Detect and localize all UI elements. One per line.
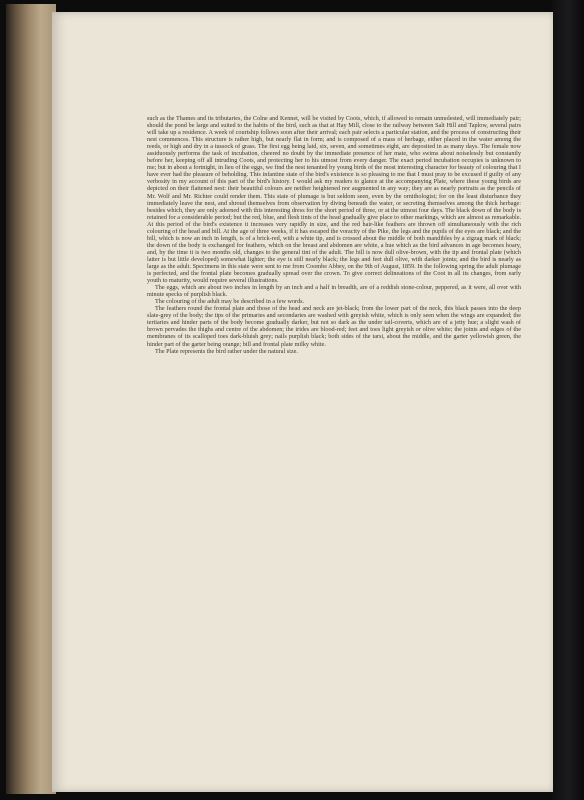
paragraph-adult-colouring: The feathers round the frontal plate and those of the head and neck are jet-black; from the lower part of the neck, this black passes into the deep slate-grey of the body; the tips of the primaries and secondaries are washed with greyish white, which is only seen when the wings are expanded; the tertiaries and hinder parts of the body become gradually darker, but not so dark as the under tail-coverts, which are of a jetty hue; a slight wash of brown pervades the thighs and centre of the abdomen; the irides are blood-red; feet and toes light greyish or olive white; the joints and edges of the membranes of its scalloped toes dark-bluish grey; nails purplish black; both sides of the tarsi, about the middle, and the garter yellowish green, the hinder part of the garter being orange; bill and frontal plate milky white. bbox=[147, 305, 521, 348]
paragraph-plate-note: The Plate represents the bird rather under the natural size. bbox=[155, 347, 298, 355]
book-page bbox=[52, 12, 553, 792]
paragraph-coot-breeding: such as the Thames and its tributaries, the Colne and Kennet, will be visited by Coots, which, if allowed to remain unmolested, will immediately pair; should the pond be large and suited to the habits of the bird, such as that at Hay Mill, close to the railway between Salt Hill and Taplow, several pairs will take up a residence. A week of courtship follows soon after their arrival; each pair selects a particular station, and the process of constructing their nest commences. This structure is rather high, but nearly flat in form; and is composed of a mass of herbage, either placed in the water among the reeds, or high and dry in a tussock of grass. The first egg being laid, six, seven, and sometimes eight, are deposited in as many days. The female now assiduously performs the task of incubation, cheered no doubt by the immediate presence of her mate, who swims about noiselessly but constantly before her, keeping off all intruding Coots, and protecting her to his utmost from every danger. The exact period incubation occupies is unknown to me; but in about a fortnight, in lieu of the eggs, we find the nest tenanted by young birds of the most interesting character for beauty of colouring that I have ever had the pleasure of beholding. This infantine state of the bird's existence is so pleasing to me that I must pray to be excused if guilty of any verbosity in my account of this part of the bird's history. I would ask my readers to glance at the accompanying Plate, where these young birds are depicted on their flattened nest: their beautiful colours are neither heightened nor augmented in any way; they are as nearly portraits as the pencils of Mr. Wolf and Mr. Richter could render them. This state of plumage is but seldom seen, even by the ornithologist; for on the least disturbance they immediately leave the nest, and shroud themselves from observation by diving beneath the water, or secreting themselves among the thick herbage: besides which, they are only adorned with this interesting dress for the short period of three, or at the utmost four days. The black down of the body is retained for a considerable period; but the red, blue, and flesh tints of the head gradually give place to other markings, which are almost as remarkable. At this period of the bird's existence it increases very rapidly in size, and the red hair-like feathers are thrown off simultaneously with the rich colouring of the head and bill. At the age of three weeks, if it has escaped the voracity of the Pike, the legs and the pupils of the eyes are black; and the bill, which is now an inch in length, is of a brick-red, with a white tip, and is crossed about the middle of both mandibles by a zigzag mark of black; the down of the body is exchanged for feathers, which on the breast and abdomen are white, a hue which as the bird advances in age becomes hoary, and, by the time it is two months old, changes to the general tint of the adult. The bill is now dull olive-brown, with the tip and frontal plate (which latter is but little developed) somewhat lighter; the eye is still nearly black; the legs and feet dull olive, with darker joints; and the bird is nearly as large as the adult. Specimens in this state were sent to me from Coombe Abbey, on the 9th of August, 1859. In the following spring the adult plumage is perfected, and the frontal plate becomes gradually spread over the crown. To give correct delineations of the Coot in all its changes, from early youth to maturity, would require several illustrations. bbox=[147, 115, 521, 285]
book-page-edges bbox=[6, 4, 56, 794]
body-text bbox=[147, 115, 521, 355]
book-cover-edge bbox=[552, 0, 584, 800]
paragraph-eggs: The eggs, which are about two inches in length by an inch and a half in breadth, are of a reddish stone-colour, peppered, as it were, all over with minute specks of purplish black. bbox=[147, 284, 521, 299]
paragraph-adult-intro: The colouring of the adult may be described in a few words. bbox=[155, 298, 305, 306]
